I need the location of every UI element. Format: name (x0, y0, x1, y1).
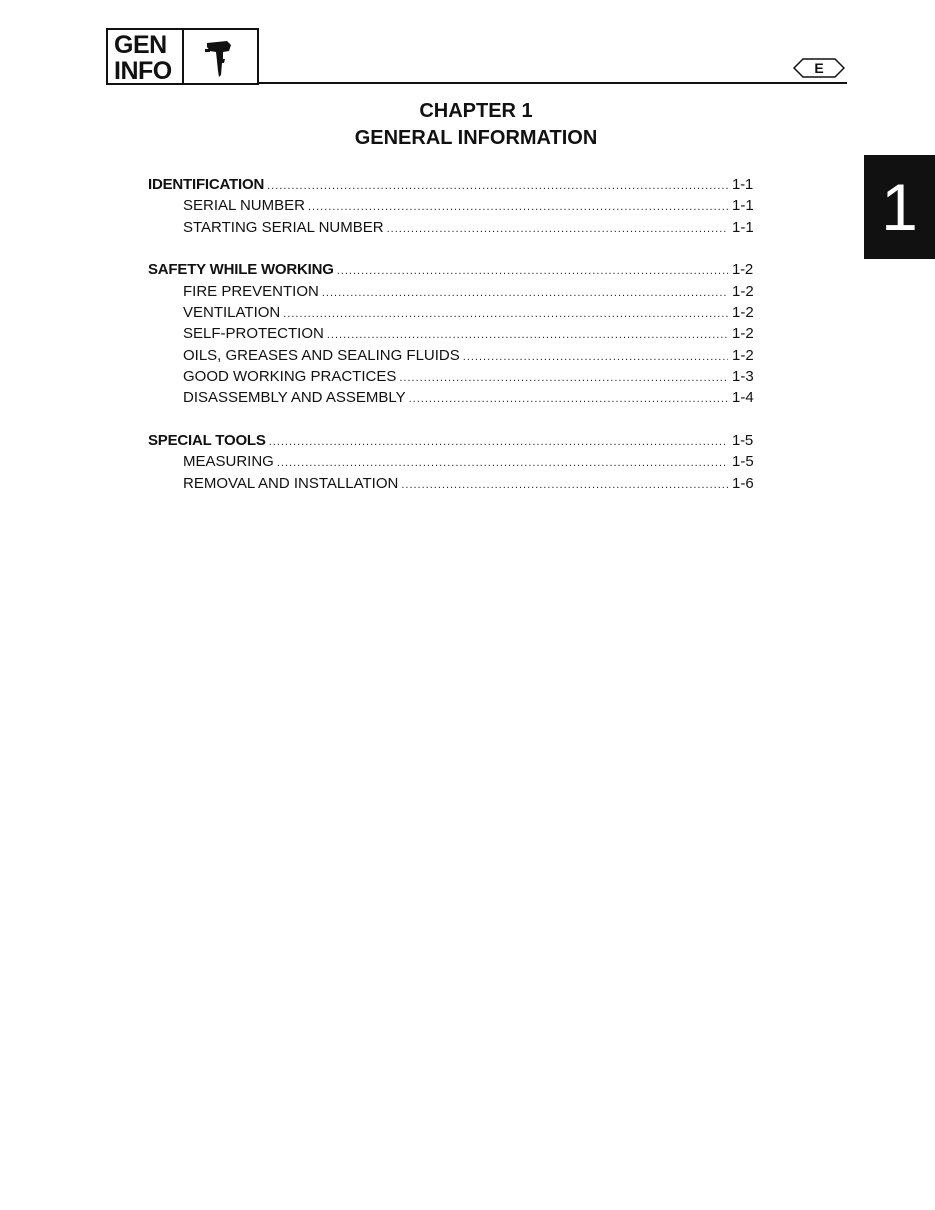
toc-item[interactable] (148, 366, 756, 387)
toc-leader (409, 389, 728, 410)
toc-section[interactable] (148, 430, 756, 451)
chapter-name: GENERAL INFORMATION (354, 127, 598, 149)
toc-section-title: SPECIAL TOOLS (148, 431, 266, 449)
chapter-number: CHAPTER 1 (419, 100, 533, 122)
toc-item-label: REMOVAL AND INSTALLATION (183, 474, 399, 492)
toc-item[interactable] (148, 302, 756, 323)
toc-leader (277, 453, 728, 474)
toc-leader (267, 176, 728, 197)
table-of-contents (148, 174, 756, 494)
toc-leader (283, 304, 728, 325)
toc-page: 1-6 (732, 474, 754, 492)
toc-item-label: OILS, GREASES AND SEALING FLUIDS (183, 346, 460, 364)
toc-item-label: MEASURING (183, 453, 274, 471)
toc-leader (327, 325, 728, 346)
toc-spacer (148, 408, 756, 430)
toc-spacer (148, 238, 756, 260)
section-label (108, 30, 184, 83)
toc-leader (401, 475, 728, 496)
toc-page: 1-5 (732, 431, 754, 449)
toc-item-label: VENTILATION (183, 303, 281, 321)
toc-item[interactable] (148, 323, 756, 344)
toc-item-label: GOOD WORKING PRACTICES (183, 367, 397, 385)
toc-section-title: SAFETY WHILE WORKING (148, 261, 334, 279)
toc-item-label: STARTING SERIAL NUMBER (183, 218, 384, 236)
toc-leader (399, 368, 728, 389)
toc-page: 1-2 (732, 346, 754, 364)
toc-item[interactable] (148, 345, 756, 366)
toc-item[interactable] (148, 281, 756, 302)
toc-page: 1-2 (732, 282, 754, 300)
toc-section-title: IDENTIFICATION (148, 176, 265, 193)
toc-page: 1-2 (732, 303, 754, 321)
outboard-motor-icon (184, 30, 257, 83)
toc-item[interactable] (148, 387, 756, 408)
header-rule (259, 82, 847, 84)
chapter-title (0, 98, 935, 152)
toc-item-label: SERIAL NUMBER (183, 197, 305, 215)
section-header-box (106, 28, 259, 85)
toc-item-label: FIRE PREVENTION (183, 282, 319, 300)
language-badge-label: E (814, 60, 824, 76)
toc-page: 1-3 (732, 367, 754, 385)
toc-section[interactable] (148, 259, 756, 280)
toc-leader (308, 197, 728, 218)
toc-item[interactable] (148, 473, 756, 494)
section-label-line1: GEN (114, 31, 167, 59)
toc-leader (387, 219, 728, 240)
section-label-line2: INFO (114, 57, 172, 85)
toc-leader (322, 283, 728, 304)
language-badge (793, 58, 845, 78)
toc-page: 1-2 (732, 261, 754, 279)
toc-leader (269, 432, 728, 453)
chapter-tab: 1 (864, 155, 935, 259)
toc-item[interactable] (148, 195, 756, 216)
toc-section[interactable] (148, 174, 756, 195)
toc-item-label: SELF-PROTECTION (183, 325, 324, 343)
toc-item[interactable] (148, 451, 756, 472)
toc-item-label: DISASSEMBLY AND ASSEMBLY (183, 389, 406, 407)
toc-leader (463, 347, 728, 368)
toc-page: 1-1 (732, 197, 754, 215)
toc-leader (337, 261, 728, 282)
toc-item[interactable] (148, 217, 756, 238)
toc-page: 1-1 (732, 176, 754, 193)
toc-page: 1-5 (732, 453, 754, 471)
toc-page: 1-2 (732, 325, 754, 343)
toc-page: 1-1 (732, 218, 754, 236)
toc-page: 1-4 (732, 389, 754, 407)
